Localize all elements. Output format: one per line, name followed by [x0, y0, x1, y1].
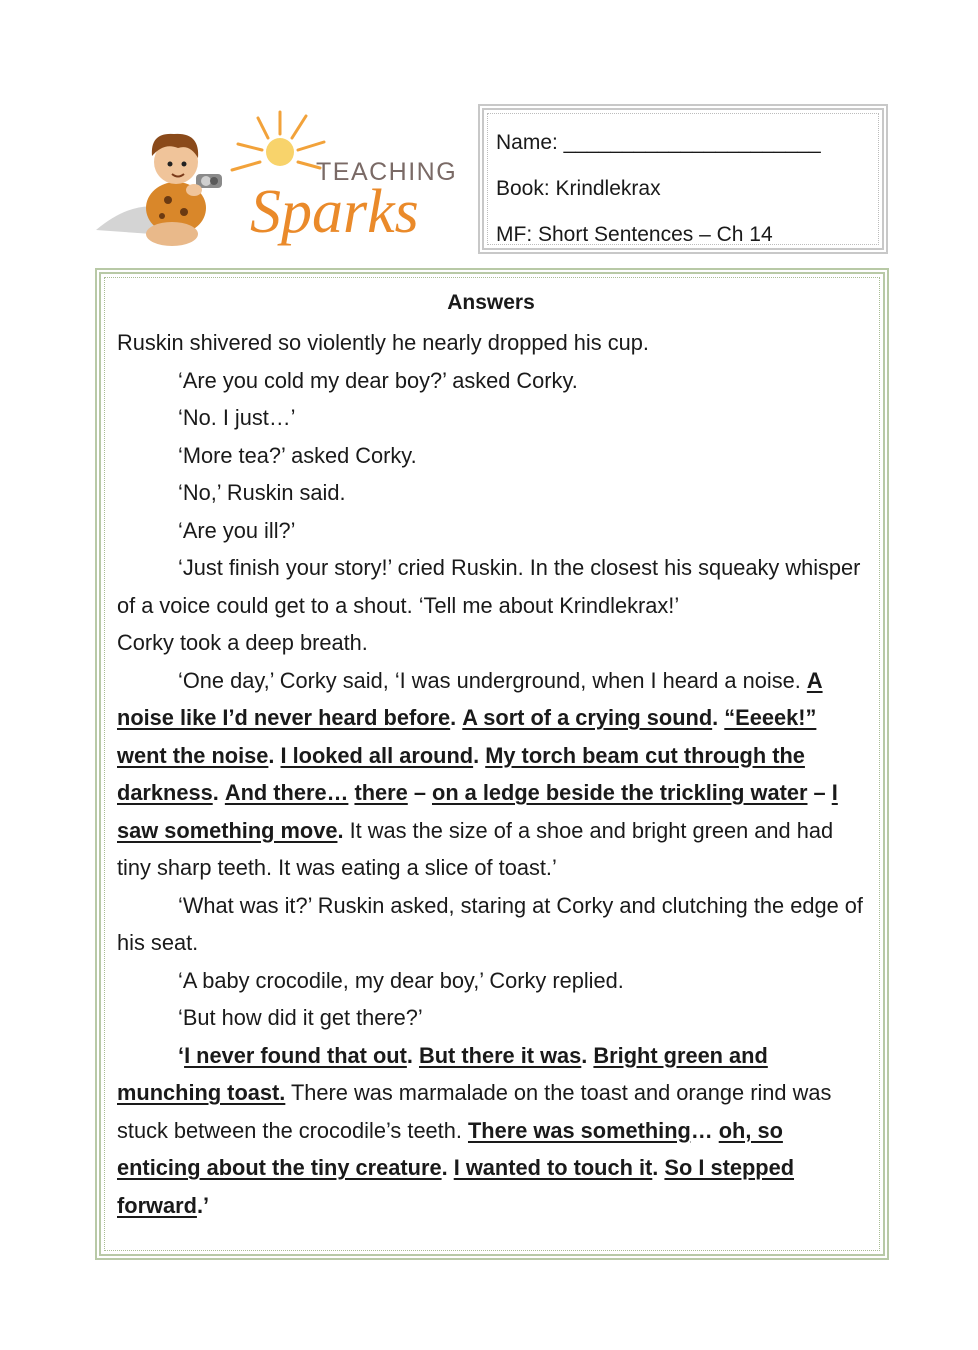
story-paragraph: Ruskin shivered so violently he nearly dropped his cup.: [117, 330, 649, 355]
story-paragraph: ‘Are you ill?’: [178, 517, 296, 543]
mf-label: MF: Short Sentences – Ch 14: [496, 223, 773, 246]
short-sentence-answer: there: [354, 780, 408, 805]
punctuation: .: [406, 1042, 413, 1068]
answers-heading: Answers: [447, 291, 535, 314]
story-paragraph-noise: [117, 662, 865, 887]
punctuation: ‘: [178, 1042, 185, 1068]
short-sentence-answer: “Eeeek!” went the noise: [117, 705, 817, 768]
caveman-mascot-icon: [96, 134, 222, 246]
short-sentence-answer: But there it was: [419, 1042, 582, 1068]
name-field: Name: ______________________: [496, 131, 821, 154]
logo-text-sparks: Sparks: [250, 178, 419, 246]
story-paragraph: ‘More tea?’ asked Corky.: [178, 442, 417, 468]
punctuation: .: [450, 705, 457, 730]
punctuation: .: [441, 1155, 448, 1180]
punctuation: .: [581, 1042, 588, 1068]
plain-text: There was marmalade on the toast and orange rind was stuck between the crocodile’s teeth.: [117, 1080, 832, 1143]
punctuation: .: [212, 780, 219, 805]
plain-text: It was the size of a shoe and bright green and had tiny sharp teeth. It was eating a slice of toast.’: [117, 817, 834, 880]
short-sentence-answer: I looked all around: [280, 742, 474, 768]
punctuation: …: [690, 1117, 713, 1143]
punctuation: –: [807, 780, 832, 805]
punctuation: .: [268, 742, 275, 768]
info-box: [478, 104, 888, 254]
book-label: Book: Krindlekrax: [496, 177, 661, 200]
short-sentence-answer: oh, so enticing about the tiny creature: [117, 1117, 783, 1180]
story-paragraph: ‘But how did it get there?’: [178, 1005, 423, 1030]
short-sentence-answer: So I stepped forward: [117, 1155, 795, 1218]
story-paragraph-found: [117, 1037, 865, 1225]
punctuation: .: [473, 742, 480, 768]
punctuation: .: [337, 817, 344, 843]
story-paragraph: ‘No. I just…’: [178, 405, 296, 430]
short-sentence-answer: I saw something move: [117, 780, 838, 843]
plain-text: ‘One day,’ Corky said, ‘I was underground, when I heard a noise.: [178, 667, 801, 693]
story-paragraph: ‘No,’ Ruskin said.: [178, 480, 346, 505]
story-paragraph: Corky took a deep breath.: [117, 630, 368, 655]
story-text: [117, 324, 865, 1224]
short-sentence-answer: Bright green and munching toast.: [117, 1042, 768, 1105]
short-sentence-answer: There was something: [467, 1117, 691, 1143]
punctuation: .: [712, 705, 719, 730]
punctuation: .: [652, 1155, 659, 1180]
short-sentence-answer: I wanted to touch it: [453, 1155, 653, 1180]
story-paragraph: ‘What was it?’ Ruskin asked, staring at Corky and clutching the edge of his seat.: [117, 892, 863, 955]
punctuation: .’: [196, 1192, 210, 1218]
story-paragraph: ‘Just finish your story!’ cried Ruskin. In the closest his squeaky whisper of a voice could get to a shout. ‘Tell me about Krindlekrax!’: [117, 555, 861, 618]
short-sentence-answer: A noise like I’d never heard before: [117, 667, 823, 730]
short-sentence-answer: A sort of a crying sound: [462, 705, 713, 730]
sunburst-icon: [232, 112, 324, 170]
story-paragraph: ‘A baby crocodile, my dear boy,’ Corky replied.: [178, 967, 624, 993]
short-sentence-answer: I never found that out: [184, 1042, 407, 1068]
short-sentence-answer: My torch beam cut through the darkness: [117, 742, 805, 805]
teaching-sparks-logo: [92, 104, 462, 254]
logo-text-teaching: TEACHING: [316, 158, 458, 186]
short-sentence-answer: And there…: [224, 780, 349, 805]
story-paragraph: ‘Are you cold my dear boy?’ asked Corky.: [178, 367, 578, 393]
short-sentence-answer: on a ledge beside the trickling water: [432, 780, 808, 805]
answers-box: [95, 268, 889, 1260]
punctuation: –: [407, 780, 432, 805]
